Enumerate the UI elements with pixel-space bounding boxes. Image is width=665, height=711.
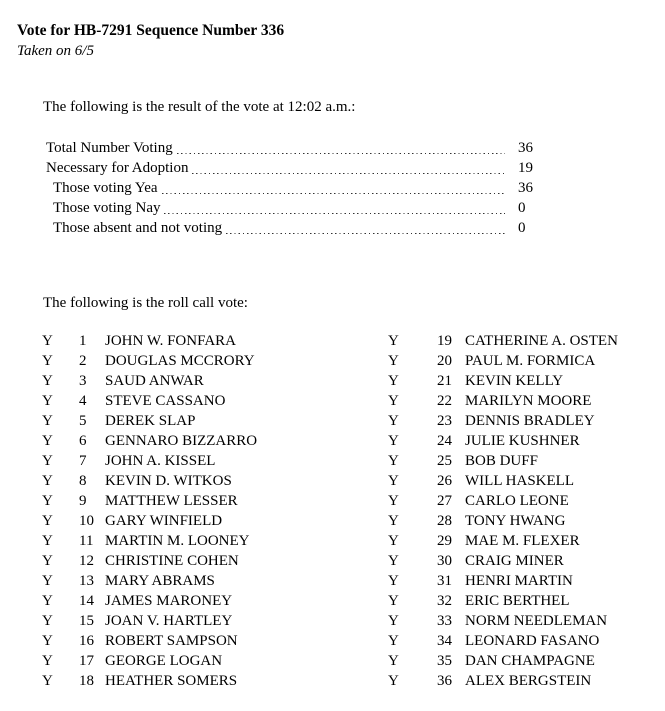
rollcall-row (42, 551, 388, 571)
rollcall-row (388, 531, 658, 551)
vote-cell: Y (388, 553, 399, 569)
page-subtitle: Taken on 6/5 (17, 43, 94, 59)
legislator-name-cell: JOHN A. KISSEL (105, 453, 216, 469)
vote-cell: Y (388, 633, 399, 649)
rollcall-row (42, 631, 388, 651)
tally-value: 36 (518, 180, 533, 196)
legislator-name-cell: LEONARD FASANO (465, 633, 600, 649)
legislator-name-cell: DENNIS BRADLEY (465, 413, 595, 429)
vote-cell: Y (388, 333, 399, 349)
rollcall-row (388, 651, 658, 671)
vote-cell: Y (42, 433, 53, 449)
vote-cell: Y (42, 673, 53, 689)
vote-cell: Y (388, 493, 399, 509)
seat-number-cell: 27 (437, 493, 452, 509)
legislator-name-cell: MARY ABRAMS (105, 573, 215, 589)
legislator-name-cell: CHRISTINE COHEN (105, 553, 239, 569)
vote-tally-section (46, 138, 543, 238)
seat-number-cell: 8 (79, 473, 87, 489)
seat-number-cell: 29 (437, 533, 452, 549)
vote-cell: Y (388, 413, 399, 429)
legislator-name-cell: MAE M. FLEXER (465, 533, 580, 549)
seat-number-cell: 1 (79, 333, 87, 349)
legislator-name-cell: TONY HWANG (465, 513, 566, 529)
legislator-name-cell: CARLO LEONE (465, 493, 569, 509)
legislator-name-cell: JOAN V. HARTLEY (105, 613, 233, 629)
vote-cell: Y (388, 613, 399, 629)
tally-row (46, 198, 543, 218)
rollcall-row (42, 531, 388, 551)
rollcall-row (42, 491, 388, 511)
vote-cell: Y (388, 373, 399, 389)
legislator-name-cell: WILL HASKELL (465, 473, 574, 489)
rollcall-row (388, 471, 658, 491)
vote-cell: Y (388, 673, 399, 689)
vote-cell: Y (388, 453, 399, 469)
vote-cell: Y (42, 473, 53, 489)
vote-cell: Y (42, 613, 53, 629)
legislator-name-cell: KEVIN D. WITKOS (105, 473, 232, 489)
seat-number-cell: 3 (79, 373, 87, 389)
tally-value: 0 (518, 200, 526, 216)
vote-cell: Y (42, 453, 53, 469)
seat-number-cell: 35 (437, 653, 452, 669)
tally-row (46, 158, 543, 178)
dot-leader (162, 193, 505, 194)
page-title: Vote for HB-7291 Sequence Number 336 (17, 22, 285, 39)
rollcall-row (388, 511, 658, 531)
rollcall-row (42, 451, 388, 471)
rollcall-row (42, 371, 388, 391)
seat-number-cell: 23 (437, 413, 452, 429)
vote-cell: Y (388, 573, 399, 589)
legislator-name-cell: KEVIN KELLY (465, 373, 564, 389)
tally-row (46, 138, 543, 158)
legislator-name-cell: CATHERINE A. OSTEN (465, 333, 618, 349)
vote-cell: Y (42, 633, 53, 649)
seat-number-cell: 10 (79, 513, 94, 529)
rollcall-row (388, 431, 658, 451)
rollcall-row (388, 631, 658, 651)
rollcall-row (42, 611, 388, 631)
legislator-name-cell: JOHN W. FONFARA (105, 333, 237, 349)
rollcall-row (388, 391, 658, 411)
rollcall-row (42, 591, 388, 611)
legislator-name-cell: HENRI MARTIN (465, 573, 573, 589)
legislator-name-cell: PAUL M. FORMICA (465, 353, 596, 369)
legislator-name-cell: ALEX BERGSTEIN (465, 673, 592, 689)
vote-cell: Y (42, 333, 53, 349)
seat-number-cell: 19 (437, 333, 452, 349)
seat-number-cell: 13 (79, 573, 94, 589)
rollcall-row (388, 671, 658, 691)
seat-number-cell: 24 (437, 433, 452, 449)
vote-cell: Y (42, 513, 53, 529)
rollcall-row (388, 451, 658, 471)
seat-number-cell: 31 (437, 573, 452, 589)
vote-cell: Y (42, 493, 53, 509)
seat-number-cell: 30 (437, 553, 452, 569)
rollcall-row (42, 471, 388, 491)
seat-number-cell: 7 (79, 453, 87, 469)
legislator-name-cell: CRAIG MINER (465, 553, 564, 569)
seat-number-cell: 6 (79, 433, 87, 449)
seat-number-cell: 9 (79, 493, 87, 509)
seat-number-cell: 2 (79, 353, 87, 369)
tally-label: Necessary for Adoption (46, 160, 189, 176)
legislator-name-cell: JAMES MARONEY (105, 593, 233, 609)
seat-number-cell: 5 (79, 413, 87, 429)
vote-cell: Y (42, 553, 53, 569)
legislator-name-cell: DEREK SLAP (105, 413, 196, 429)
legislator-name-cell: JULIE KUSHNER (465, 433, 580, 449)
vote-cell: Y (388, 533, 399, 549)
rollcall-row (388, 551, 658, 571)
legislator-name-cell: MATTHEW LESSER (105, 493, 238, 509)
rollcall-row (388, 591, 658, 611)
rollcall-row (388, 371, 658, 391)
legislator-name-cell: GARY WINFIELD (105, 513, 223, 529)
vote-cell: Y (42, 593, 53, 609)
rollcall-row (42, 671, 388, 691)
rollcall-row (42, 651, 388, 671)
seat-number-cell: 17 (79, 653, 94, 669)
vote-cell: Y (42, 353, 53, 369)
rollcall-intro-text: The following is the roll call vote: (43, 295, 248, 311)
legislator-name-cell: BOB DUFF (465, 453, 538, 469)
legislator-name-cell: NORM NEEDLEMAN (465, 613, 608, 629)
vote-cell: Y (42, 573, 53, 589)
seat-number-cell: 18 (79, 673, 94, 689)
legislator-name-cell: SAUD ANWAR (105, 373, 204, 389)
rollcall-row (42, 391, 388, 411)
vote-cell: Y (388, 513, 399, 529)
seat-number-cell: 4 (79, 393, 87, 409)
legislator-name-cell: MARILYN MOORE (465, 393, 592, 409)
seat-number-cell: 20 (437, 353, 452, 369)
vote-cell: Y (42, 413, 53, 429)
dot-leader (226, 233, 505, 234)
tally-row (46, 178, 543, 198)
legislator-name-cell: HEATHER SOMERS (105, 673, 238, 689)
rollcall-row (388, 351, 658, 371)
vote-cell: Y (388, 653, 399, 669)
rollcall-row (388, 491, 658, 511)
dot-leader (177, 153, 505, 154)
rollcall-section (42, 331, 658, 691)
legislator-name-cell: MARTIN M. LOONEY (105, 533, 250, 549)
seat-number-cell: 33 (437, 613, 452, 629)
rollcall-row (42, 431, 388, 451)
seat-number-cell: 16 (79, 633, 94, 649)
vote-cell: Y (42, 653, 53, 669)
tally-value: 36 (518, 140, 533, 156)
vote-cell: Y (388, 393, 399, 409)
legislator-name-cell: ERIC BERTHEL (465, 593, 570, 609)
seat-number-cell: 22 (437, 393, 452, 409)
seat-number-cell: 21 (437, 373, 452, 389)
legislator-name-cell: ROBERT SAMPSON (105, 633, 238, 649)
rollcall-row (388, 571, 658, 591)
seat-number-cell: 36 (437, 673, 452, 689)
legislator-name-cell: DOUGLAS MCCRORY (105, 353, 255, 369)
dot-leader (192, 173, 505, 174)
legislator-name-cell: DAN CHAMPAGNE (465, 653, 595, 669)
tally-row (46, 218, 543, 238)
seat-number-cell: 34 (437, 633, 452, 649)
tally-value: 19 (518, 160, 533, 176)
legislator-name-cell: STEVE CASSANO (105, 393, 226, 409)
rollcall-row (42, 411, 388, 431)
vote-cell: Y (388, 473, 399, 489)
rollcall-column-right (388, 331, 658, 691)
vote-cell: Y (388, 433, 399, 449)
seat-number-cell: 12 (79, 553, 94, 569)
rollcall-row (42, 511, 388, 531)
vote-cell: Y (388, 353, 399, 369)
rollcall-row (388, 411, 658, 431)
seat-number-cell: 15 (79, 613, 94, 629)
dot-leader (164, 213, 505, 214)
rollcall-row (388, 611, 658, 631)
vote-cell: Y (42, 373, 53, 389)
tally-value: 0 (518, 220, 526, 236)
vote-cell: Y (42, 393, 53, 409)
rollcall-row (42, 571, 388, 591)
seat-number-cell: 14 (79, 593, 94, 609)
rollcall-column-left (42, 331, 388, 691)
legislator-name-cell: GENNARO BIZZARRO (105, 433, 258, 449)
legislator-name-cell: GEORGE LOGAN (105, 653, 223, 669)
tally-label: Those voting Yea (53, 180, 158, 196)
seat-number-cell: 32 (437, 593, 452, 609)
seat-number-cell: 26 (437, 473, 452, 489)
vote-cell: Y (388, 593, 399, 609)
rollcall-row (42, 331, 388, 351)
seat-number-cell: 25 (437, 453, 452, 469)
seat-number-cell: 28 (437, 513, 452, 529)
tally-label: Total Number Voting (46, 140, 173, 156)
vote-cell: Y (42, 533, 53, 549)
tally-label: Those absent and not voting (53, 220, 223, 236)
result-intro-text: The following is the result of the vote at 12:02 a.m.: (43, 99, 356, 115)
tally-label: Those voting Nay (53, 200, 161, 216)
seat-number-cell: 11 (79, 533, 94, 549)
rollcall-row (388, 331, 658, 351)
rollcall-row (42, 351, 388, 371)
